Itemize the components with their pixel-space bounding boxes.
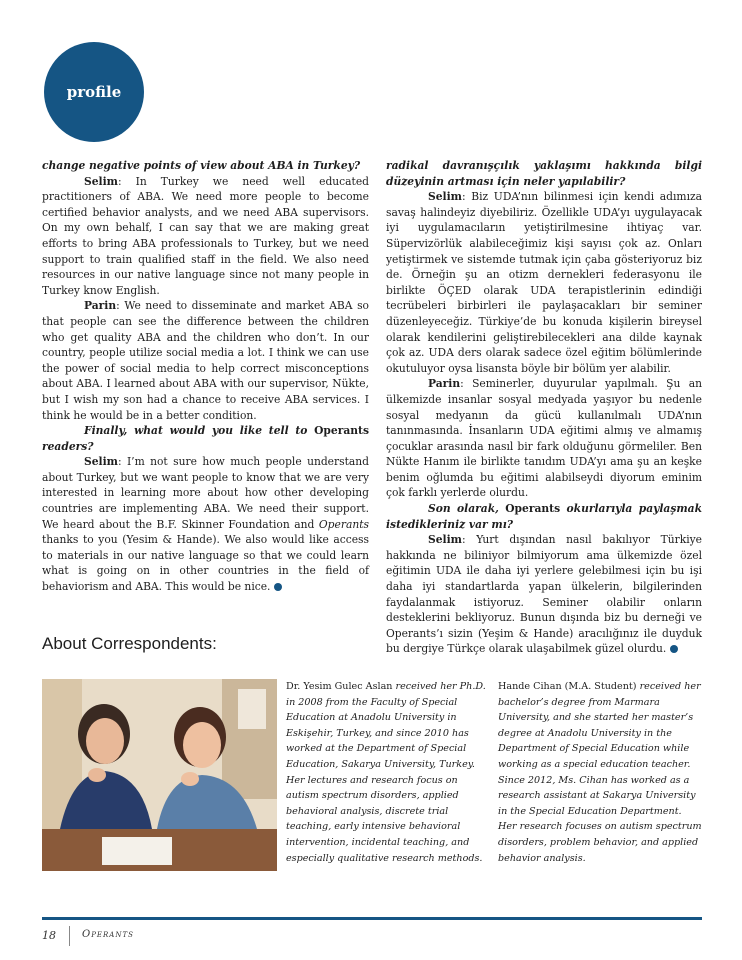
answer-selim-2: [42, 454, 369, 594]
left-column: [42, 158, 369, 595]
bio-name: Dr. Yesim Gulec Aslan: [286, 681, 393, 692]
question-final-tr: [386, 501, 702, 532]
profile-badge: [44, 42, 144, 142]
answer-text: : Biz UDA’nın bilinmesi için kendi adımıza savaş halindeyiz diyebiliriz. Özellikle UDA’yı uygulayacak iyi uygulamacıların yetiştirilmesine ihtiyaç var. Süpervizörlük alabileceğimiz kişi sayısı çok az. Onları yetiştirmek ve sistemde tutmak için çaba gösteriyoruz biz de. Örneğin şu an otizm dernekleri federasyonu ile birlikte ÖÇED olarak UDA terapistlerinin edindiği tecrübeleri birbirleri ile paylaşacakları bir seminer düzenleyeceğiz. Türkiye’de bu konuda kişilerin bireysel olarak kendilerini geliştirebilecekleri ana dilde kaynak çok az. UDA ders olarak sadece özel eğitim bölümlerinde okutuluyor oysa lisansta böyle bir bölüm yer alabilir.: [386, 190, 702, 375]
answer-text: : We need to disseminate and market ABA so that people can see the difference between the children who get quality ABA and the children who don’t. In our country, people utilize social media a lot. I think we can use the power of social media to help correct misconceptions about ABA. I learned about ABA with our supervisor, Nükte, but I wish my son had a chance to receive ABA services. I think he would be in a better condition.: [42, 299, 369, 422]
magazine-name: Operants: [314, 424, 369, 438]
question-text: okurlarıyla paylaşmak istedikleriniz var mı?: [386, 502, 703, 531]
footer-rule: [42, 917, 702, 920]
bio-name: Hande Cihan (M.A. Student): [498, 681, 637, 692]
speaker-name: Selim: [428, 533, 462, 547]
end-mark-icon: [274, 583, 282, 591]
answer-parin-1: [42, 298, 369, 423]
answer-selim-1: [42, 174, 369, 299]
question-continued: change negative points of view about ABA in Turkey?: [42, 159, 361, 172]
speaker-name: Selim: [428, 190, 462, 204]
answer-selim-1-tr: [386, 189, 702, 376]
bio-text: received her bachelor’s degree from Marmara University, and she started her master’s degree at Anadolu University in the Department of Special Education while working as a special education teacher. Since 2012, Ms. Cihan has worked as a research assistant at Sakarya University in the Special Education Department. Her research focuses on autism spectrum disorders, problem behavior, and applied behavior analysis.: [498, 681, 702, 864]
answer-selim-2-tr: [386, 532, 702, 657]
magazine-name: Operants: [505, 502, 561, 516]
footer-magazine-name: Operants: [82, 929, 134, 940]
answer-text: thanks to you (Yesim & Hande). We also would like access to materials in our native language so that we could learn what is going on in other countries in the field of behaviorism and ABA. This would be nice.: [42, 533, 369, 594]
speaker-name: Parin: [84, 299, 117, 313]
bio-hande: [498, 679, 702, 866]
question-final: [42, 423, 369, 454]
correspondents-photo: [42, 679, 277, 871]
question-text: Son olarak,: [428, 502, 506, 516]
page-number: 18: [42, 929, 56, 942]
footer-divider: [69, 926, 70, 946]
answer-text: : Yurt dışından nasıl bakılıyor Türkiye hakkında ne biliniyor bilmiyorum ama ülkemizde özel eğitimin UDA ile daha iyi yerlere gelebilmesi için bu işi daha iyi standartlarda yapan ülkelerin, bilgilerinden faydalanmak istiyoruz. Seminer olabilir onların desteklerini bekliyoruz. Bunun dışında biz bu derneği ve Operants’ı sizin (Yeşim & Hande) aracılığınız ile duyduk bu dergiye Türkçe olarak ulaşabilmek güzel olurdu.: [386, 533, 702, 656]
answer-text: : Seminerler, duyurular yapılmalı. Şu an ülkemizde insanlar sosyal medyada yaşıyor bu nedenle sosyal medyanın da gücü kullanılmalı UDA’nın tanınmasında. İnsanların UDA eğitimi almış ve almamış çocuklar arasında nasıl bir fark olduğunu görmeliler. Ben Nükte Hanım ile birlikte tanıdım UDA’yı ama şu an keşke benim oğlumda bu eğitimi alabilseydi diyorum eminim çok farklı yerlerde olurdu.: [386, 377, 702, 500]
speaker-name: Selim: [84, 455, 118, 469]
answer-text: : I’m not sure how much people understand about Turkey, but we want people to know that we are very interested in learning more about how other developing countries are implementing ABA. We need their support. We heard about the B.F. Skinner Foundation and: [42, 455, 369, 531]
question-text: readers?: [42, 439, 94, 453]
speaker-name: Parin: [428, 377, 461, 391]
bio-yesim: [286, 679, 489, 866]
question-text: Finally, what would you like tell to: [84, 424, 315, 438]
correspondents-heading: About Correspondents:: [42, 634, 217, 653]
answer-text: : In Turkey we need well educated practitioners of ABA. We need more people to become certified behavior analysts, and we need ABA supervisors. On my own behalf, I can say that we are making great efforts to bring ABA professionals to Turkey, but we need support to train qualified staff in the field. We also need resources in our native language since not many people in Turkey know English.: [42, 174, 369, 297]
magazine-name: Operants: [318, 517, 369, 531]
section-label: profile: [66, 83, 122, 101]
end-mark-icon: [670, 645, 678, 653]
question-turkish: radikal davranışçılık yaklaşımı hakkında bilgi düzeyinin artması için neler yapılabilir?: [386, 159, 702, 188]
bio-text: received her Ph.D. in 2008 from the Faculty of Special Education at Anadolu University in Eskişehir, Turkey, and since 2010 has worked at the Department of Special Education, Sakarya University, Turkey. Her lectures and research focus on autism spectrum disorders, applied behavioral analysis, discrete trial teaching, early intensive behavioral intervention, incidental teaching, and especially qualitative research methods.: [286, 681, 486, 864]
answer-parin-1-tr: [386, 376, 702, 501]
photo-illustration: [42, 679, 277, 871]
speaker-name: Selim: [84, 174, 118, 188]
right-column: [386, 158, 702, 657]
